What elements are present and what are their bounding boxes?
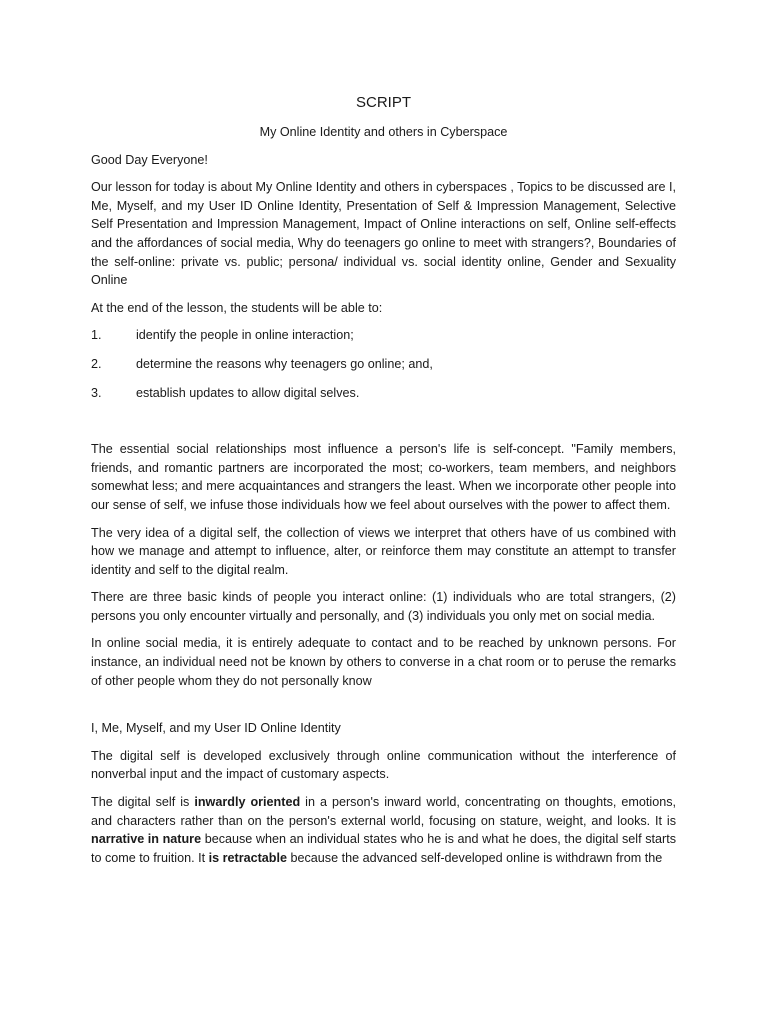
list-item <box>91 384 676 403</box>
objectives-intro: At the end of the lesson, the students will be able to: <box>91 300 383 315</box>
emphasis-text: inwardly oriented <box>194 795 301 810</box>
greeting: Good Day Everyone! <box>91 152 208 167</box>
document-title: SCRIPT <box>355 94 411 111</box>
body-paragraph-with-emphasis <box>91 793 676 867</box>
list-item-text: establish updates to allow digital selves. <box>136 385 360 400</box>
list-item <box>91 326 676 345</box>
body-paragraph: The digital self is developed exclusively through online communication without the interference of nonverbal input and the impact of customary aspects. <box>91 748 676 782</box>
body-paragraph: The essential social relationships most influence a person's life is self-concept. "Family members, friends, and romantic partners are incorporated the most; co-workers, team members, and neighbors somewhat less; and mere acquaintances and strangers the least. When we incorporate other people into our sense of self, we infuse those individuals how we feel about ourselves with the power to affect them. <box>91 442 676 512</box>
spacer <box>91 699 676 719</box>
list-item-text: determine the reasons why teenagers go online; and, <box>136 356 433 371</box>
section-heading: I, Me, Myself, and my User ID Online Identity <box>91 721 341 736</box>
body-paragraph: The very idea of a digital self, the collection of views we interpret that others have of us combined with how we manage and attempt to influence, alter, or reinforce them may constitute an attempt to transfer identity and self to the digital realm. <box>91 525 676 577</box>
list-item-number: 1. <box>91 328 102 343</box>
intro-paragraph: Our lesson for today is about My Online Identity and others in cyberspaces , Topics to be discussed are I, Me, Myself, and my User ID Online Identity, Presentation of Self & Impression Management, Selective Self Presentation and Impression Management, Impact of Online interactions on self, Online self-effects and the affordances of social media, Why do teenagers go online to meet with strangers?, Boundaries of the self-online: private vs. public; persona/ individual vs. social identity online, Gender and Sexuality Online <box>91 180 676 288</box>
list-item-text: identify the people in online interaction; <box>136 328 354 343</box>
body-paragraph: There are three basic kinds of people you interact online: (1) individuals who are total strangers, (2) persons you only encounter virtually and personally, and (3) individuals you only met on social media. <box>91 590 676 623</box>
text-run: because when an individual states who he is and what he does, the digital self starts to come to fruition. It <box>91 832 676 865</box>
emphasis-text: narrative in nature <box>91 832 202 847</box>
list-item-number: 3. <box>91 385 102 400</box>
text-run: in a person's inward world, concentrating on thoughts, emotions, and characters rather than on the person's external world, focusing on stature, weight, and looks. It is <box>91 795 676 828</box>
emphasis-text: is retractable <box>208 850 287 865</box>
body-paragraph: In online social media, it is entirely adequate to contact and to be reached by unknown persons. For instance, an individual need not be known by others to converse in a chat room or to peruse the remarks of other people whom they do not personally know <box>91 636 676 688</box>
spacer <box>91 412 676 440</box>
list-item-number: 2. <box>91 356 102 371</box>
objectives-list <box>91 326 676 402</box>
list-item <box>91 355 676 374</box>
text-run: because the advanced self-developed online is withdrawn from the <box>287 850 663 865</box>
text-run: The digital self is <box>91 795 195 810</box>
document-subtitle: My Online Identity and others in Cyberspace <box>259 125 508 139</box>
